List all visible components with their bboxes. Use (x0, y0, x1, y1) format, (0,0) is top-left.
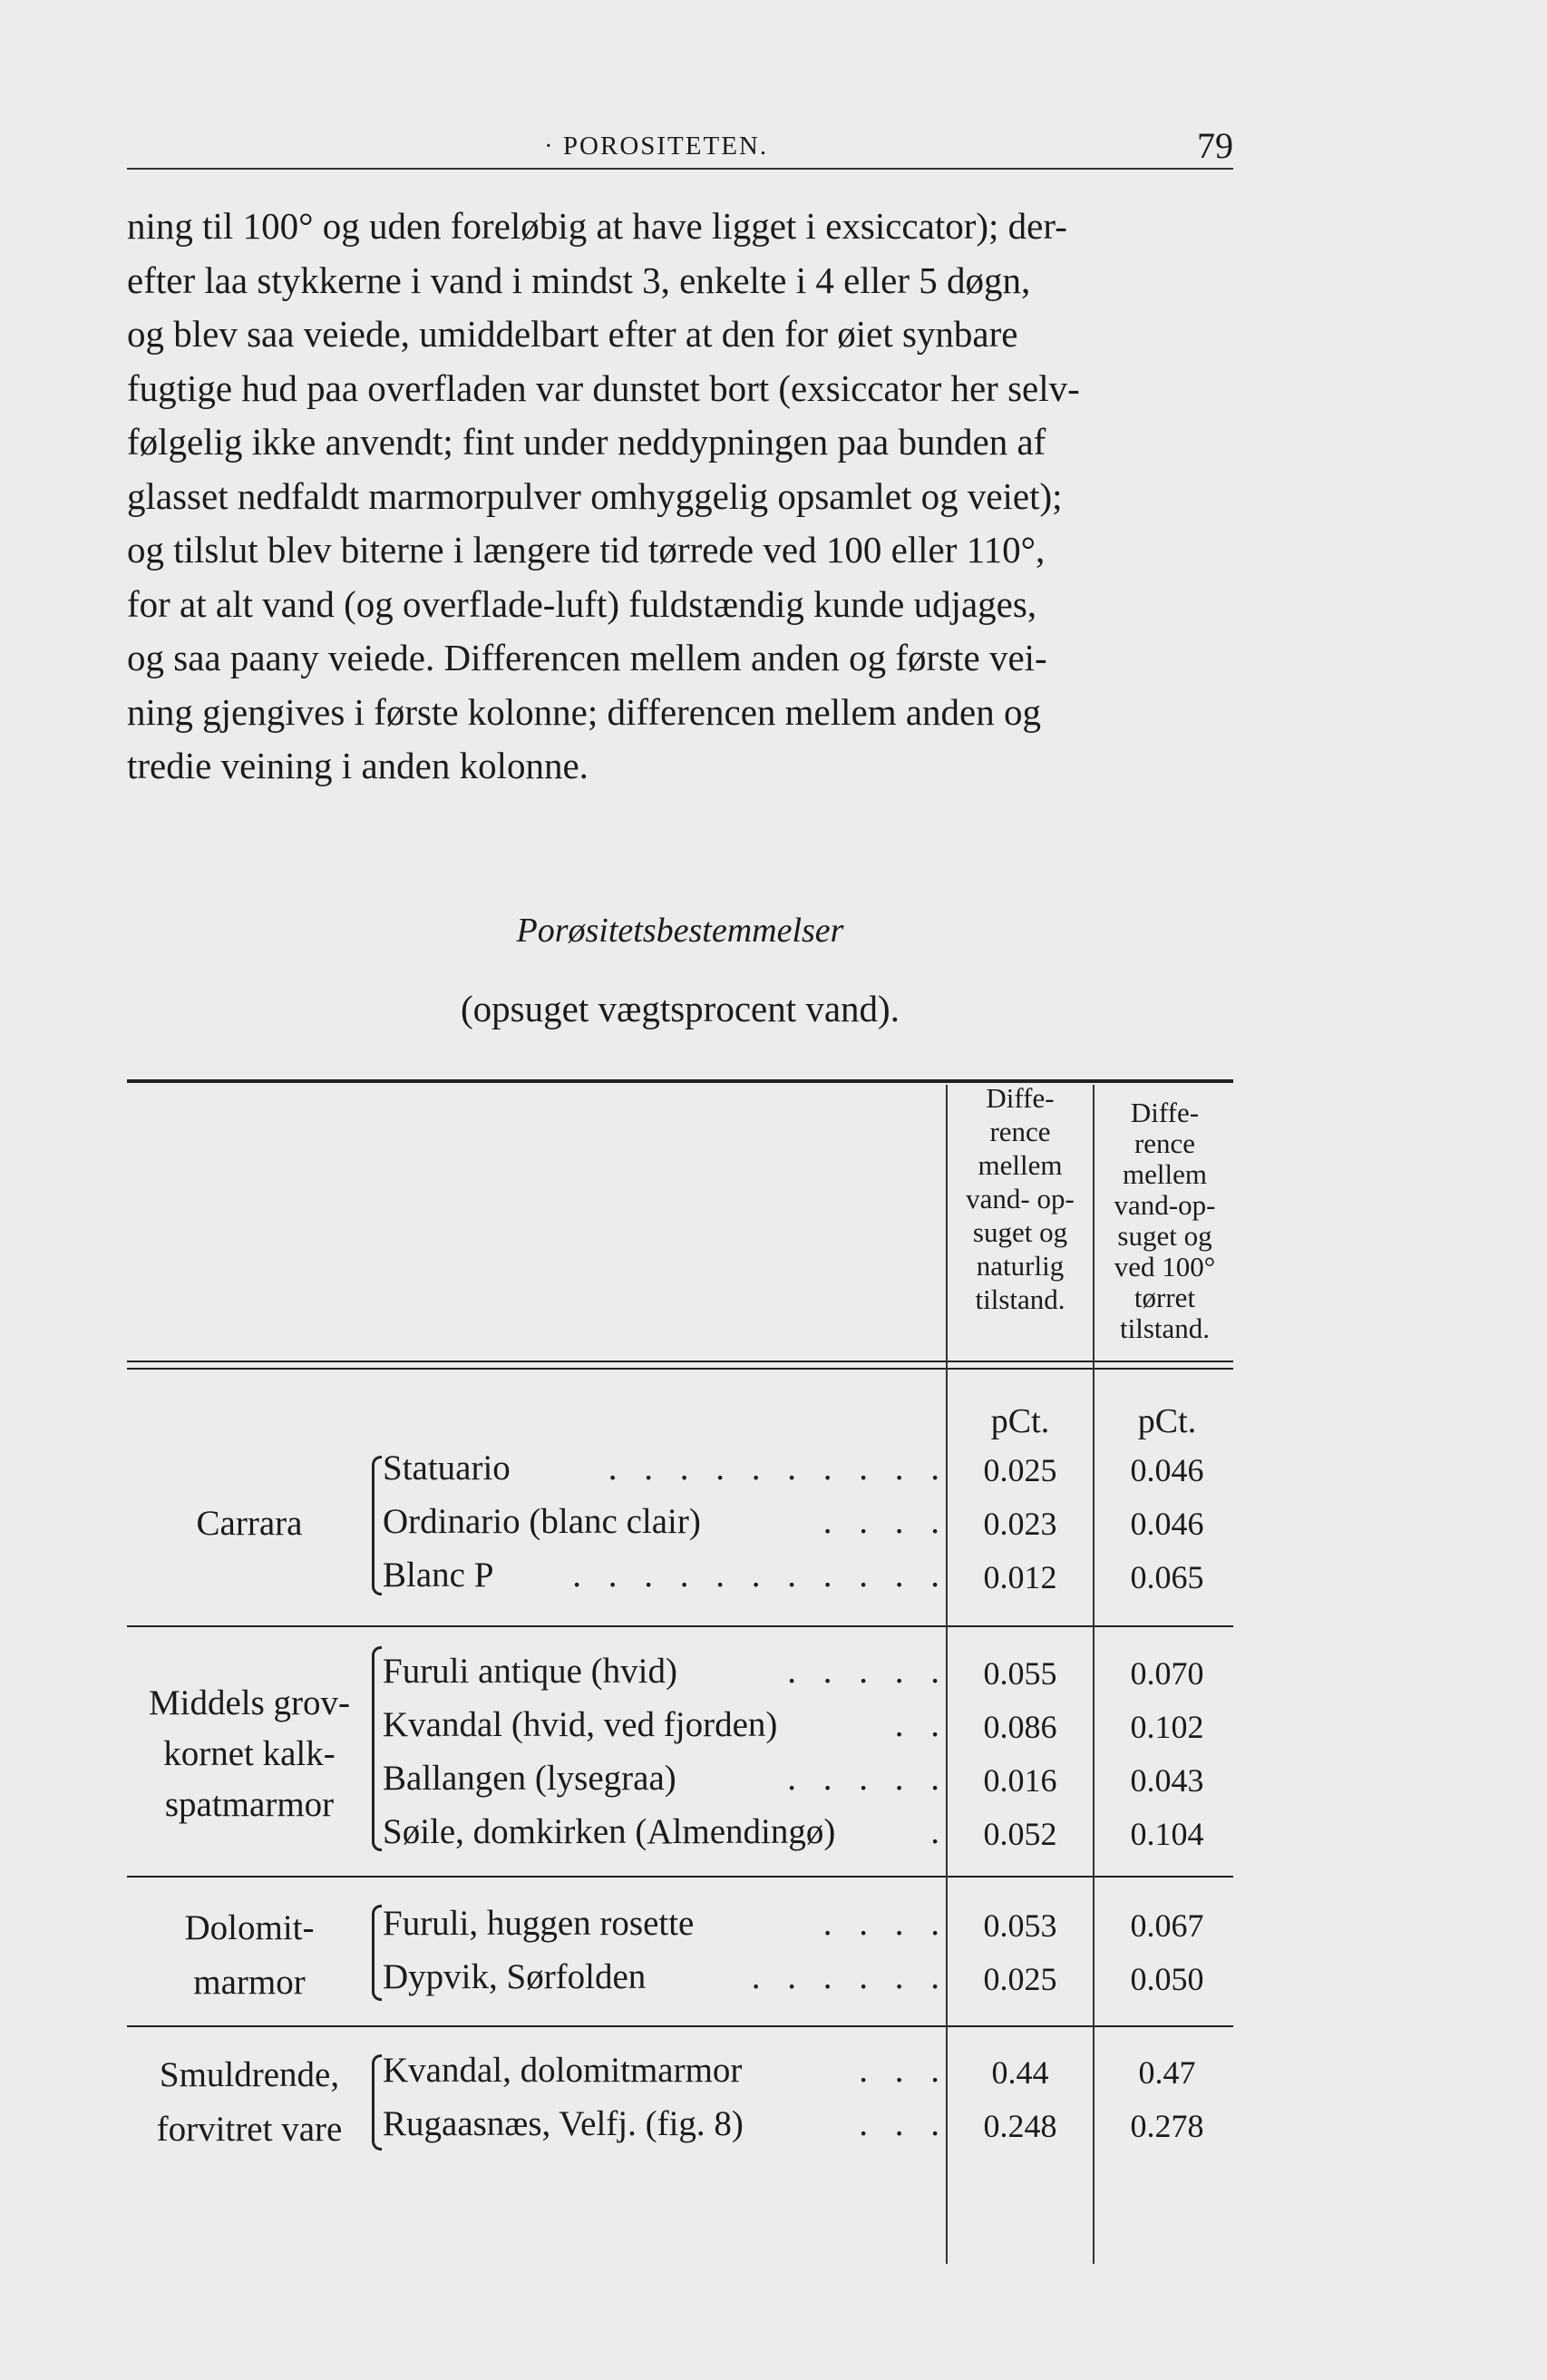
group-brace (372, 1905, 382, 2001)
row-value-2: 0.046 (1130, 1506, 1204, 1542)
row-name: Blanc P (383, 1556, 494, 1595)
paragraph-line: og saa paany veiede. Differencen mellem anden og første vei- (127, 637, 1047, 678)
row-value-2: 0.046 (1130, 1452, 1204, 1488)
group-separator (127, 1876, 1233, 1878)
row-value-1: 0.016 (983, 1762, 1057, 1799)
row-leader-dots: . . . . . . . . . . . (572, 1556, 949, 1595)
running-title: · POROSITETEN. (544, 132, 769, 161)
row-leader-dots: . . . . (822, 1904, 949, 1943)
paragraph-line: ning gjengives i første kolonne; differencen mellem anden og (127, 690, 1042, 733)
unit-label-1: pCt. (990, 1402, 1050, 1440)
column-rule (1093, 1370, 1095, 2141)
row-value-2: 0.47 (1138, 2054, 1196, 2091)
row-value-1: 0.012 (983, 1559, 1057, 1595)
header-double-rule (127, 1361, 1233, 1362)
row-leader-dots: . (930, 1812, 949, 1851)
row-name: Dypvik, Sørfolden (383, 1957, 647, 1996)
row-leader-dots: . . . . . . . . . . (608, 1448, 949, 1488)
paragraph-line: og tilslut blev biterne i længere tid tørrede ved 100 eller 110°, (127, 529, 1046, 571)
body-paragraph (127, 200, 1233, 794)
row-name: Kvandal (hvid, ved fjorden) (383, 1705, 778, 1744)
row-value-2: 0.070 (1130, 1655, 1204, 1692)
paragraph-line: tredie veining i anden kolonne. (127, 745, 589, 786)
group-brace (372, 1456, 382, 1595)
group-separator (127, 1625, 1233, 1627)
row-value-2: 0.278 (1130, 2108, 1204, 2144)
row-leader-dots: . . . . . (787, 1652, 949, 1691)
row-name: Ballangen (lysegraa) (383, 1759, 676, 1798)
row-leader-dots: . . (894, 1705, 949, 1744)
row-value-1: 0.44 (991, 2054, 1049, 2091)
row-name: Furuli antique (hvid) (383, 1652, 677, 1691)
row-value-1: 0.055 (983, 1655, 1057, 1692)
paragraph-line: for at alt vand (og overflade-luft) fuldstændig kunde udjages, (127, 582, 1037, 625)
header-double-rule (127, 1368, 1233, 1370)
group-separator (127, 2025, 1233, 2027)
group-brace (372, 2054, 382, 2151)
row-value-1: 0.052 (983, 1816, 1057, 1852)
row-name: Søile, domkirken (Almendingø) (383, 1812, 836, 1851)
row-value-1: 0.023 (983, 1506, 1057, 1542)
table-title: Porøsitetsbestemmelser (516, 912, 844, 950)
row-value-1: 0.025 (983, 1452, 1057, 1488)
group-label: Dolomit- marmor (184, 1908, 315, 2002)
row-value-1: 0.025 (983, 1961, 1057, 1997)
row-value-1: 0.053 (983, 1907, 1057, 1944)
row-name: Statuario (383, 1448, 511, 1488)
paragraph-line: fugtige hud paa overfladen var dunstet bort (exsiccator her selv- (127, 366, 1080, 409)
row-leader-dots: . . . . . (787, 1759, 949, 1798)
row-value-2: 0.043 (1130, 1762, 1204, 1799)
column-header-2: Diffe- rence mellem vand-op- suget og ved 100° tørret tilstand. (1114, 1097, 1216, 1344)
paragraph-line: glasset nedfaldt marmorpulver omhyggelig opsamlet og veiet); (127, 474, 1063, 517)
row-value-2: 0.065 (1130, 1559, 1204, 1595)
group-label: Middels grov- kornet kalk- spatmarmor (148, 1683, 351, 1824)
unit-label-2: pCt. (1137, 1402, 1197, 1440)
running-head (127, 122, 1233, 170)
row-value-2: 0.104 (1130, 1816, 1204, 1852)
group-label: Carrara (196, 1504, 303, 1543)
row-value-2: 0.050 (1130, 1961, 1204, 1997)
row-leader-dots: . . . (859, 2104, 949, 2143)
row-leader-dots: . . . . (822, 1502, 949, 1541)
paragraph-line: og blev saa veiede, umiddelbart efter at den for øiet synbare (127, 313, 1018, 355)
column-header-1: Diffe- rence mellem vand- op- suget og naturlig tilstand. (966, 1082, 1075, 1315)
row-leader-dots: . . . (859, 2051, 949, 2090)
page-number: 79 (1197, 125, 1233, 166)
paragraph-line: efter laa stykkerne i vand i mindst 3, enkelte i 4 eller 5 døgn, (127, 258, 1031, 301)
row-value-1: 0.248 (983, 2108, 1057, 2144)
table-subtitle: (opsuget vægtsprocent vand). (461, 988, 900, 1029)
row-name: Kvandal, dolomitmarmor (383, 2051, 743, 2090)
row-value-1: 0.086 (983, 1709, 1057, 1745)
group-label: Smuldrende, forvitret vare (156, 2055, 343, 2149)
row-value-2: 0.067 (1130, 1907, 1204, 1944)
row-name: Rugaasnæs, Velfj. (fig. 8) (383, 2104, 744, 2143)
paragraph-line: ning til 100° og uden foreløbig at have ligget i exsiccator); der- (127, 205, 1067, 247)
row-name: Furuli, huggen rosette (383, 1904, 695, 1943)
paragraph-line: følgelig ikke anvendt; fint under neddypningen paa bunden af (127, 421, 1046, 463)
row-name: Ordinario (blanc clair) (383, 1502, 701, 1541)
row-value-2: 0.102 (1130, 1709, 1204, 1745)
row-leader-dots: . . . . . . (751, 1957, 949, 1996)
group-brace (372, 1646, 382, 1851)
